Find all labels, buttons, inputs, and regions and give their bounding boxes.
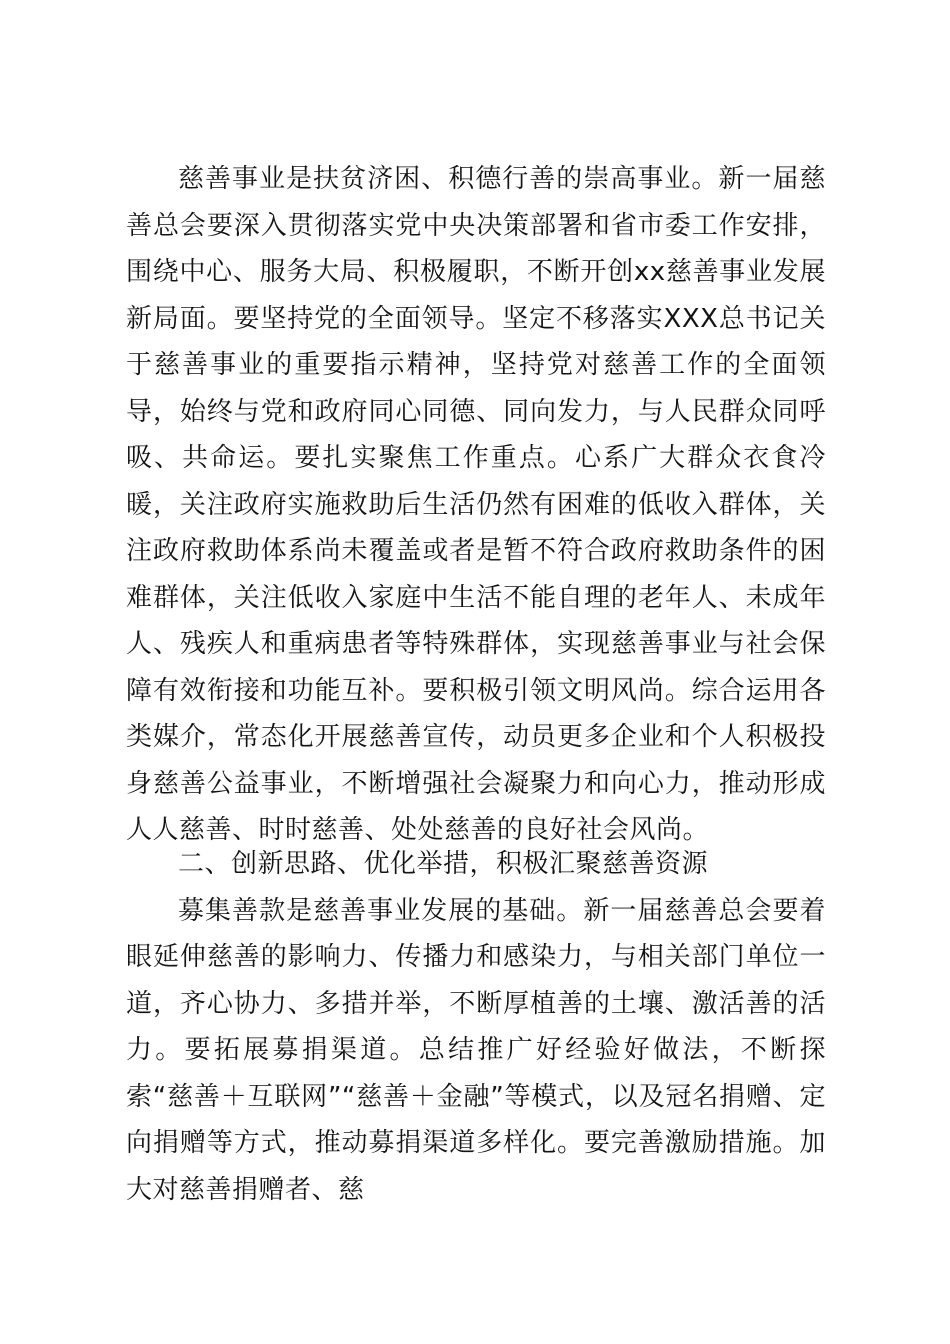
body-paragraph-charity-overview: 慈善事业是扶贫济困、积德行善的崇高事业。新一届慈善总会要深入贯彻落实党中央决策部署和省市委工作安排，围绕中心、服务大局、积极履职，不断开创xx慈善事业发展新局面。要坚持党的全面领导。坚定不移落实XXX总书记关于慈善事业的重要指示精神，坚持党对慈善工作的全面领导，始终与党和政府同心同德、同向发力，与人民群众同呼吸、共命运。要扎实聚焦工作重点。心系广大群众衣食冷暖，关注政府实施救助后生活仍然有困难的低收入群体，关注政府救助体系尚未覆盖或者是暂不符合政府救助条件的困难群体，关注低收入家庭中生活不能自理的老年人、未成年人、残疾人和重病患者等特殊群体，实现慈善事业与社会保障有效衔接和功能互补。要积极引领文明风尚。综合运用各类媒介，常态化开展慈善宣传，动员更多企业和个人积极投身慈善公益事业，不断增强社会凝聚力和向心力，推动形成人人慈善、时时慈善、处处慈善的良好社会风尚。	[126, 164, 826, 845]
body-paragraph-fundraising: 募集善款是慈善事业发展的基础。新一届慈善总会要着眼延伸慈善的影响力、传播力和感染力，与相关部门单位一道，齐心协力、多措并举，不断厚植善的土壤、激活善的活力。要拓展募捐渠道。总结推广好经验好做法，不断探索“慈善＋互联网”“慈善＋金融”等模式，以及冠名捐赠、定向捐赠等方式，推动募捐渠道多样化。要完善激励措施。加大对慈善捐赠者、慈	[126, 895, 826, 1205]
body-text-upper	[126, 156, 826, 854]
body-text-lower	[126, 841, 826, 1213]
section-heading: 二、创新思路、优化举措，积极汇聚慈善资源	[178, 849, 709, 879]
